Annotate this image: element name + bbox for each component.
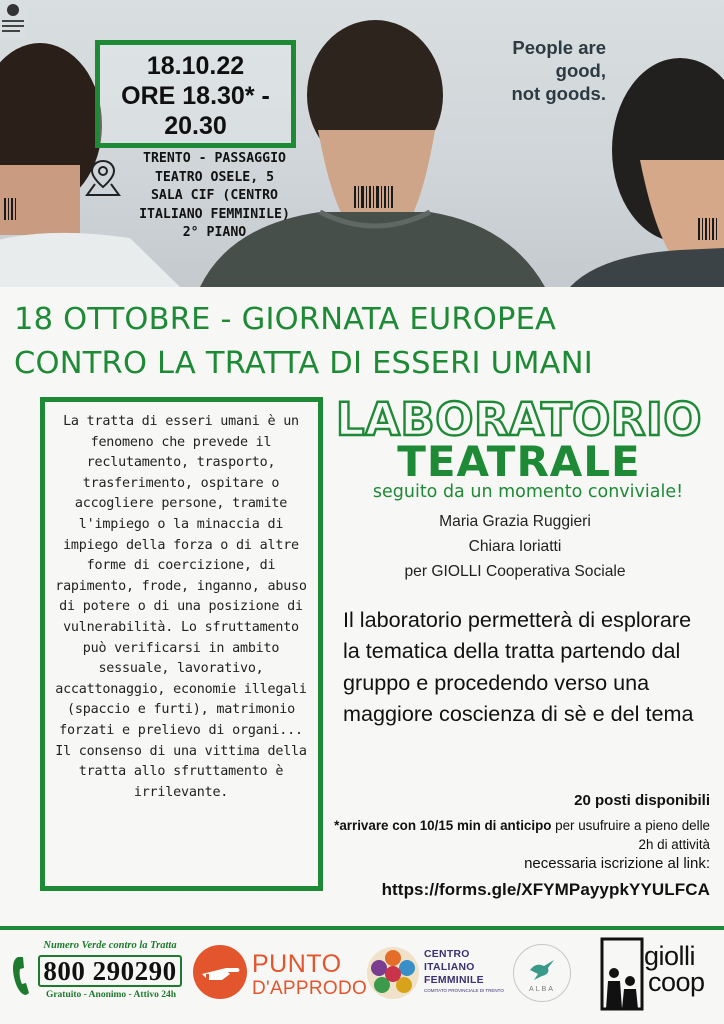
punto-name: PUNTO (252, 950, 342, 978)
giolli-figures-icon (600, 937, 646, 1013)
corner-logo-icon (0, 0, 26, 38)
date-time-box (95, 40, 296, 148)
hotline-subcaption: Gratuito - Anonimo - Attivo 24h (45, 990, 177, 1000)
cif-logo (366, 944, 506, 1004)
credit-line: Chiara Ioriatti (468, 538, 562, 555)
definition-text (50, 412, 312, 803)
workshop-tagline: seguito da un momento conviviale! (372, 482, 684, 502)
credit-line: per GIOLLI Cooperativa Sociale (404, 563, 626, 580)
registration-link[interactable]: https://forms.gle/XFYMPayypkYYULFCA (381, 880, 710, 899)
map-pin-icon (85, 158, 121, 198)
pointing-hand-icon (192, 944, 248, 1000)
slogan (466, 36, 606, 105)
workshop-title: LABORATORIO (335, 393, 703, 446)
giolli-coop-logo (600, 937, 712, 1013)
headline-line: CONTRO LA TRATTA DI ESSERI UMANI (14, 346, 593, 381)
slogan-line: not goods. (511, 83, 606, 104)
cif-subcaption: COMITATO PROVINCIALE DI TRENTO (424, 988, 504, 993)
event-location (127, 150, 302, 243)
arrival-note-rest: per usufruire a pieno delle 2h di attività (551, 818, 710, 852)
main-headline (14, 298, 714, 386)
punto-name: D'APPRODO (252, 978, 368, 999)
alba-logo (513, 944, 575, 1006)
workshop-subtitle: TEATRALE (397, 437, 641, 486)
location-line: ITALIANO FEMMINILE) (139, 206, 290, 222)
hero-photo (0, 0, 724, 287)
hotline-number: 800 290290 (38, 955, 182, 987)
event-time: 20.30 (164, 112, 227, 140)
available-seats: 20 posti disponibili (574, 792, 710, 809)
cif-line: ITALIANO (424, 962, 475, 973)
giolli-name: giolli (644, 941, 696, 971)
footer-divider (0, 926, 724, 930)
cif-line: CENTRO (424, 949, 470, 960)
location-line: TEATRO OSELE, 5 (154, 169, 275, 185)
slogan-line: People are good, (512, 37, 606, 81)
hotline-caption: Numero Verde contro la Tratta (43, 940, 177, 951)
arrival-note-bold: *arrivare con 10/15 min di anticipo (334, 818, 552, 833)
location-line: SALA CIF (CENTRO (150, 188, 279, 204)
event-time: ORE 18.30* - (121, 82, 270, 110)
location-line: 2° PIANO (182, 225, 247, 241)
event-date: 18.10.22 (146, 52, 245, 80)
hummingbird-icon (528, 956, 556, 982)
cif-line: FEMMINILE (424, 975, 484, 986)
hotline-logo (10, 940, 184, 1006)
giolli-name: coop (648, 967, 705, 997)
phone-icon (10, 953, 36, 999)
arrival-note (330, 816, 710, 873)
punto-approdo-logo (192, 944, 368, 1004)
cif-name (424, 948, 504, 987)
workshop-description: Il laboratorio permetterà di esplorare la tematica della tratta partendo dal gruppo e procedendo verso una maggiore coscienza di sè e del tema (343, 607, 694, 727)
registration-note: necessaria iscrizione al link: (524, 855, 710, 872)
alba-name: ALBA (529, 986, 555, 993)
location-line: TRENTO - PASSAGGIO (143, 151, 286, 166)
definition-paragraph: Il consenso di una vittima della tratta allo sfruttamento è irrilevante. (55, 743, 307, 800)
credit-line: Maria Grazia Ruggieri (439, 513, 591, 530)
headline-line: 18 OTTOBRE - GIORNATA EUROPEA (14, 302, 557, 337)
workshop-credits (360, 509, 670, 584)
definition-paragraph: La tratta di esseri umani è un fenomeno che prevede il reclutamento, trasporto, trasferimento, ospitare o accogliere persone, tramite l'impiego o la minaccia di impiego della forza o di altre forme di coercizione, di rapimento, frode, inganno, abuso di potere o di una posizione di vulnerabilità. Lo sfruttamento può verificarsi in ambito sessuale, lavorativo, accattonaggio, economie illegali (spaccio e furti), matrimonio forzati e prelievo di organi... (55, 414, 307, 738)
cif-emblem-icon (366, 946, 420, 1000)
